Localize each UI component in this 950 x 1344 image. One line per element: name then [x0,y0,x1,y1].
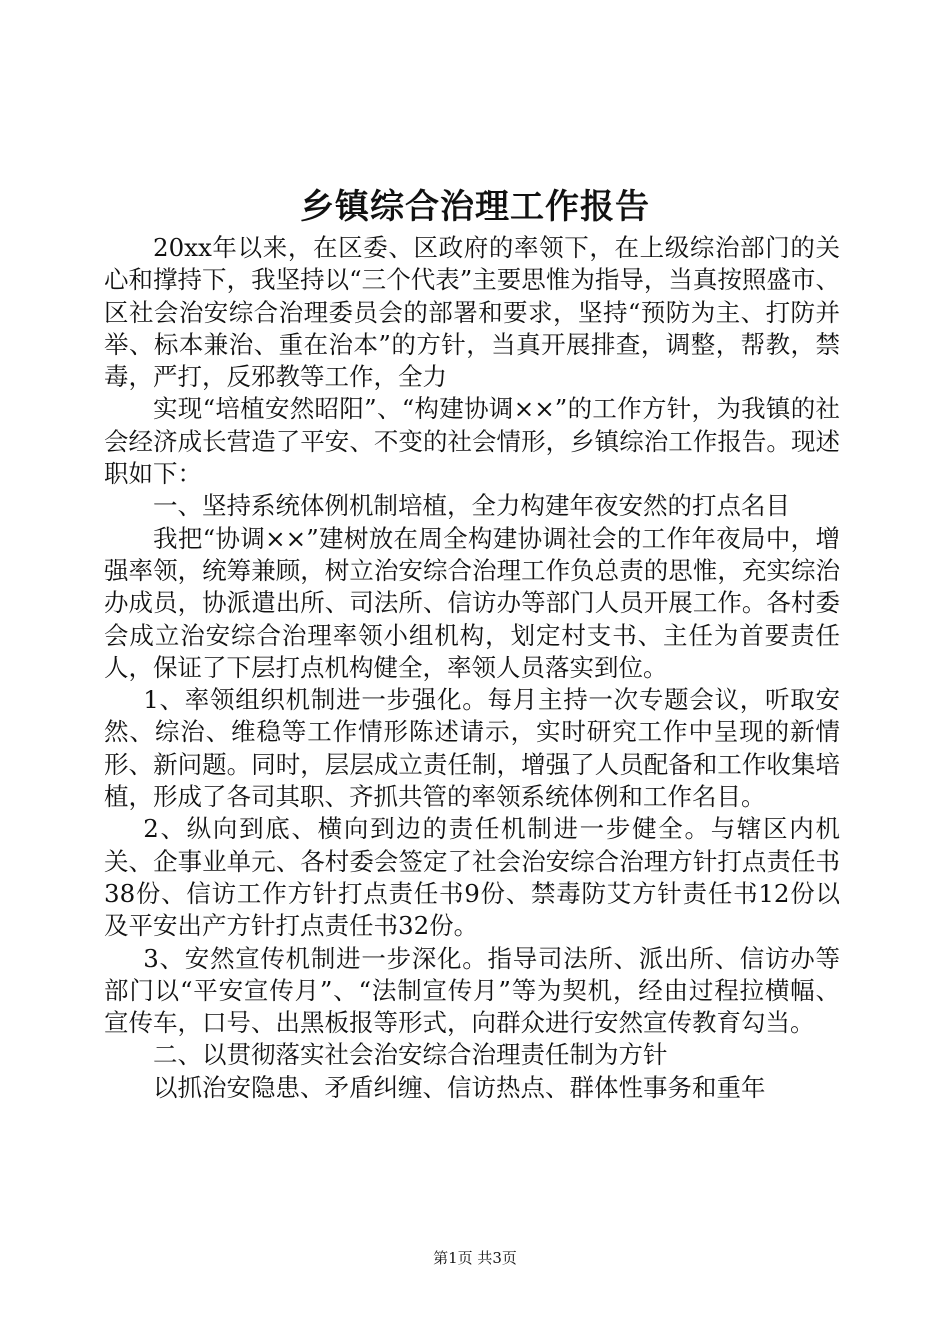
section-heading-1: 一、坚持系统体例机制培植，全力构建年夜安然的打点名目 [153,491,790,521]
paragraph-summary: 实现“培植安然昭阳”、“构建协调××”的工作方针，为我镇的社会经济成长营造了平安、不变的社会情形，乡镇综治工作报告。现述职如下： [104,394,840,489]
paragraph-section-1: 我把“协调××”建树放在周全构建协调社会的工作年夜局中，增强率领，统筹兼顾，树立治安综合治理工作负总责的思惟，充实综治办成员，协派遣出所、司法所、信访办等部门人员开展工作。各村委会成立治安综合治理率领小组机构，划定村支书、主任为首要责任人，保证了下层打点机构健全，率领人员落实到位。 [104,523,840,682]
section-heading-2: 二、以贯彻落实社会治安综合治理责任制为方针 [153,1040,668,1070]
document-title: 乡镇综合治理工作报告 [300,187,650,227]
document-body [104,232,840,1104]
page-number: 第1页 共3页 [433,1249,517,1267]
paragraph-item-2: 2、纵向到底、横向到边的责任机制进一步健全。与辖区内机关、企事业单元、各村委会签定了社会治安综合治理方针打点责任书38份、信访工作方针打点责任书9份、禁毒防艾方针责任书12份以及平安出产方针打点责任书32份。 [104,814,840,941]
paragraph-item-1: 1、率领组织机制进一步强化。每月主持一次专题会议，听取安然、综治、维稳等工作情形陈述请示，实时研究工作中呈现的新情形、新问题。同时，层层成立责任制，增强了人员配备和工作收集培植，形成了各司其职、齐抓共管的率领系统体例和工作名目。 [104,685,840,812]
paragraph-section-2: 以抓治安隐患、矛盾纠缠、信访热点、群体性事务和重年 [153,1072,766,1102]
paragraph-intro: 20xx年以来，在区委、区政府的率领下，在上级综治部门的关心和撑持下，我坚持以“三个代表”主要思惟为指导，当真按照盛市、区社会治安综合治理委员会的部署和要求，坚持“预防为主、打防并举、标本兼治、重在治本”的方针，当真开展排查，调整，帮教，禁毒，严打，反邪教等工作，全力 [104,233,840,392]
paragraph-item-3: 3、安然宣传机制进一步深化。指导司法所、派出所、信访办等部门以“平安宣传月”、“法制宣传月”等为契机，经由过程拉横幅、宣传车，口号、出黑板报等形式，向群众进行安然宣传教育勾当。 [104,943,840,1038]
